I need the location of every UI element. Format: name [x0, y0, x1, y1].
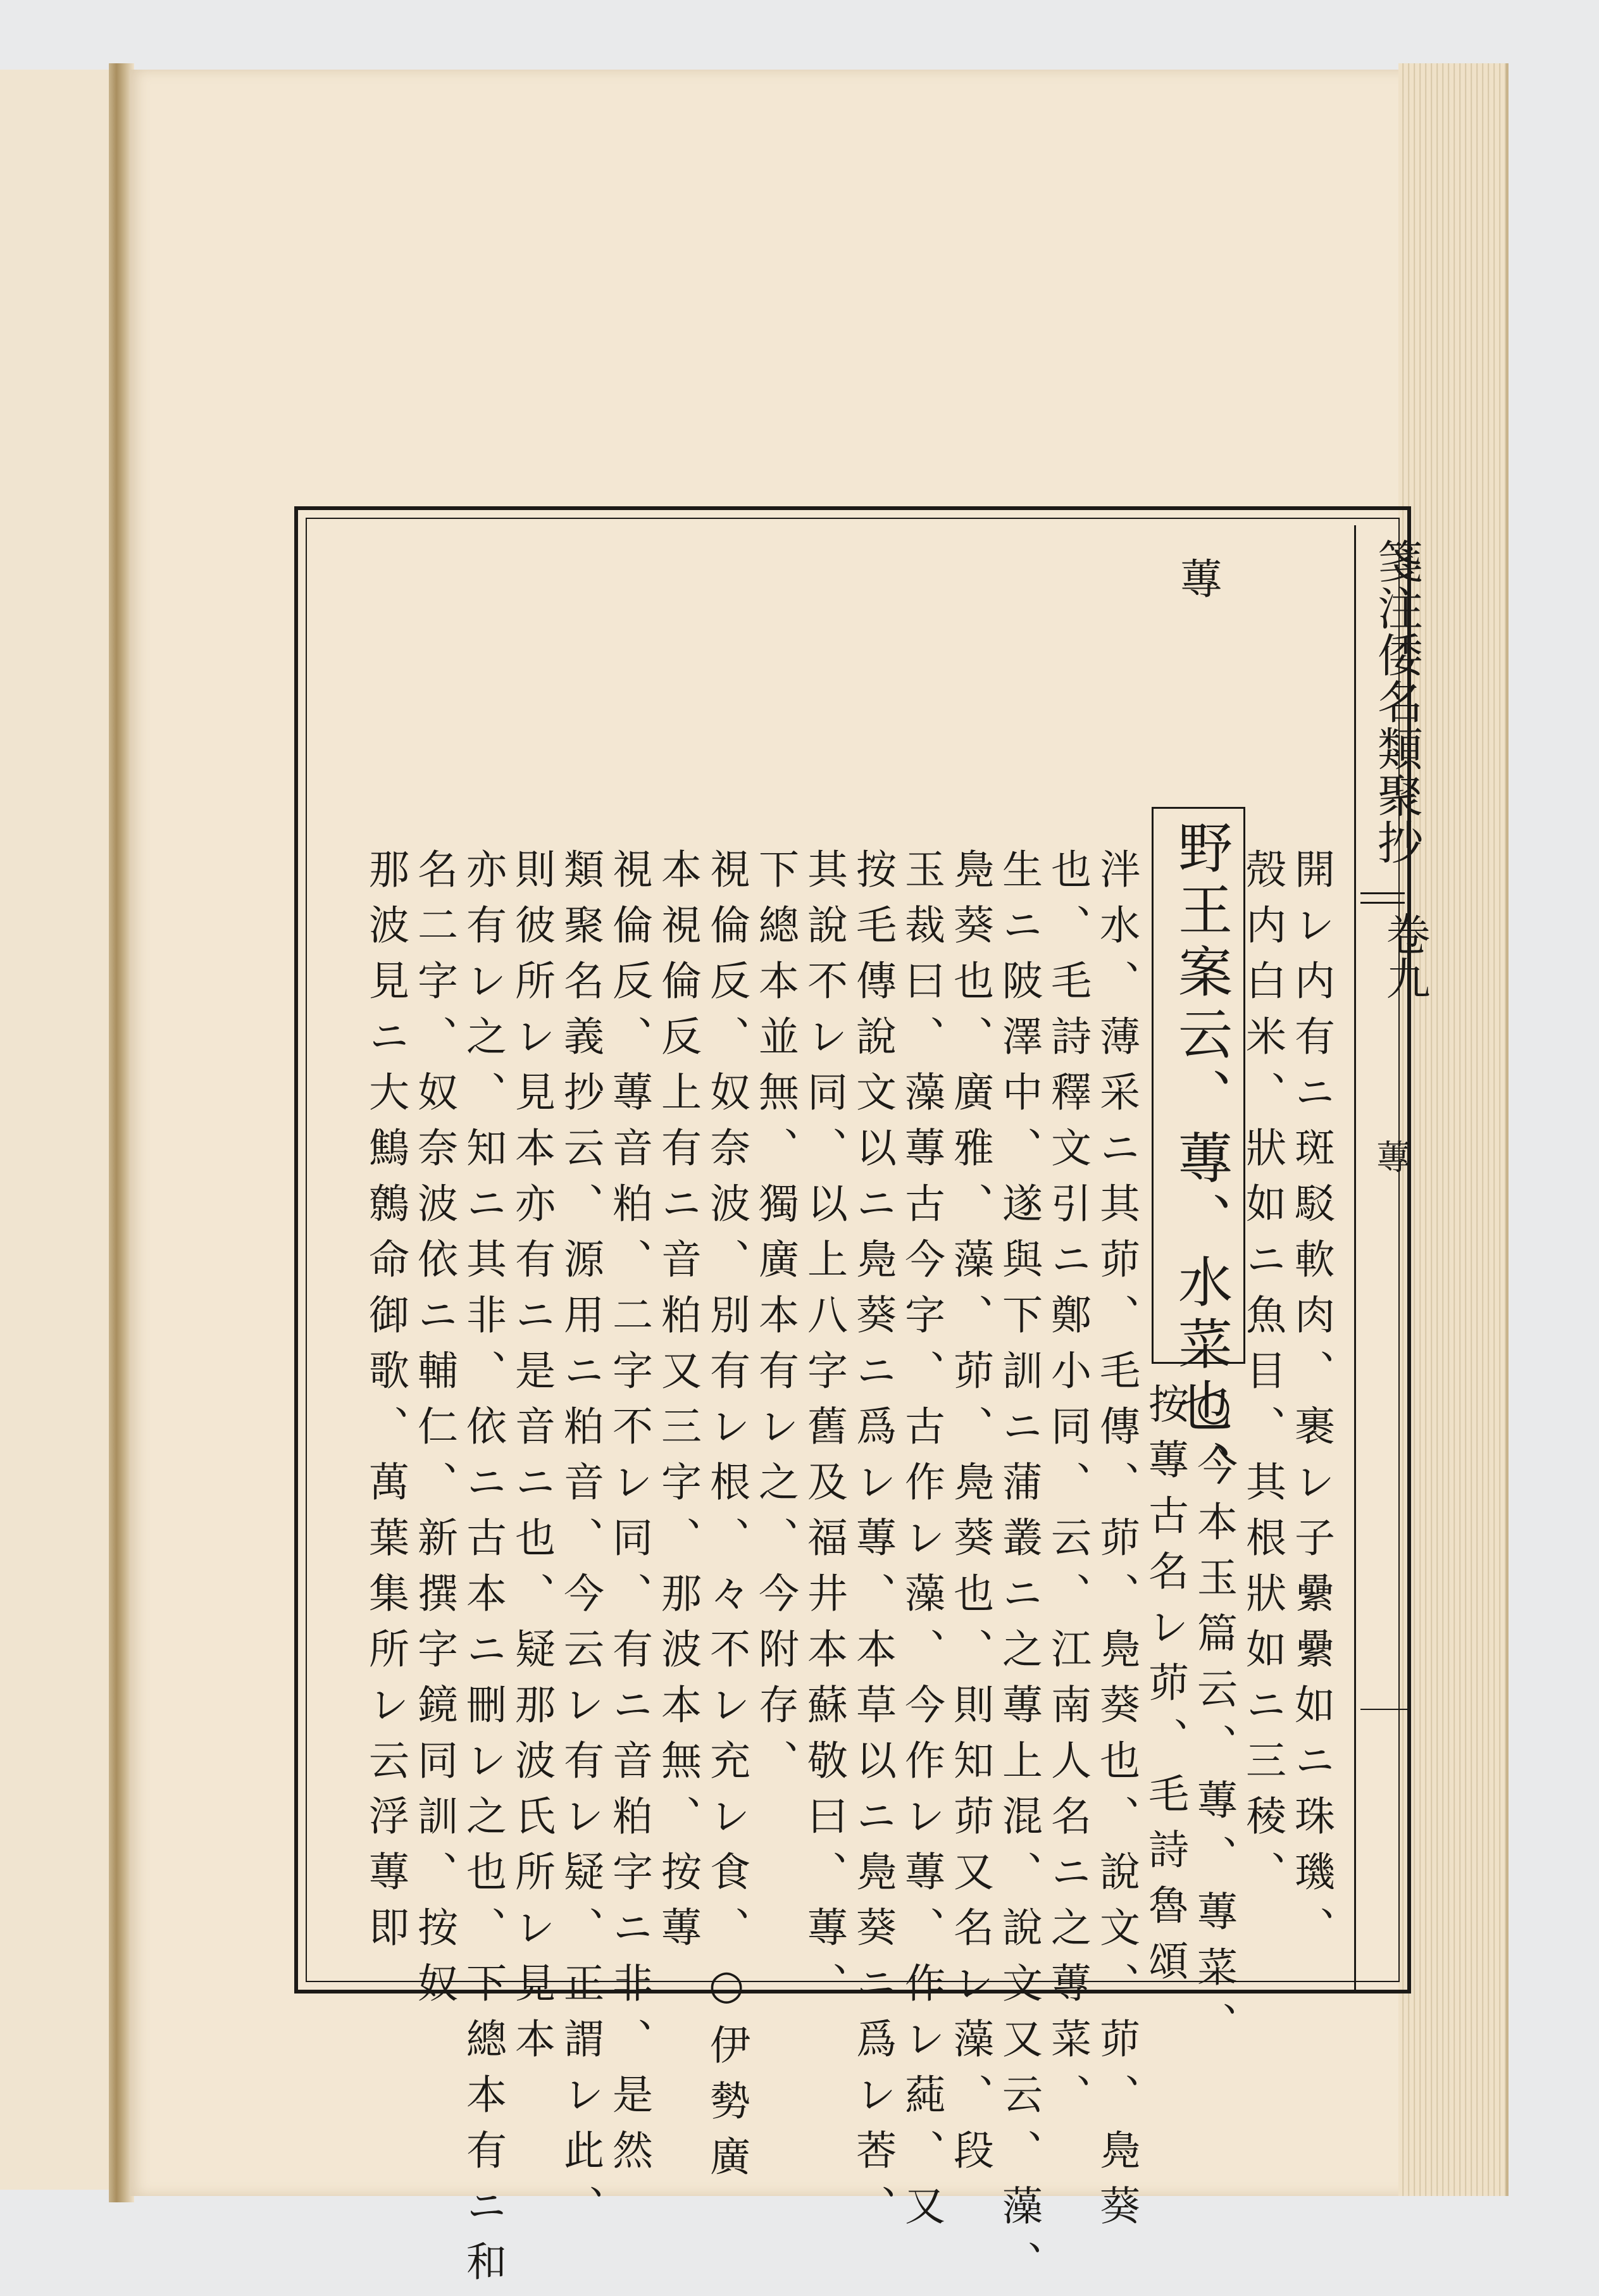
text-column-13: 視倫反、奴奈波、別有レ根、々不レ充レ食、○伊勢廣 [703, 848, 750, 2191]
margin-entry: 蓴 [1371, 1139, 1411, 1173]
volume-rule-1 [1360, 892, 1405, 894]
text-column-5: 泮水、薄采ニ其茆、毛傳、茆、鳧葵也、說文、茆、鳧葵 [1093, 848, 1140, 2240]
text-column-4: 按蓴古名レ茆、毛詩魯頌 [1142, 1383, 1188, 1995]
book-title: 箋注倭名類聚抄 [1370, 538, 1423, 866]
text-column-17: 則彼所レ見本亦有ニ是音ニ也、疑那波氏所レ見本 [508, 848, 555, 2073]
margin-rule-horizontal [1360, 1709, 1411, 1710]
volume-label: 卷九 [1379, 911, 1431, 1000]
text-column-19: 名二字、奴奈波依ニ輔仁、新撰字鏡同訓、按奴 [411, 848, 457, 2018]
entry-heading: 蓴 [1173, 557, 1222, 599]
text-column-18: 亦有レ之、知ニ其非、依ニ古本ニ刪レ之也、下總本有ニ和 [459, 848, 506, 2296]
margin-rule [1354, 525, 1356, 1993]
text-column-15: 視倫反、蓴音粕、二字不レ同、有ニ音粕字ニ非、是然 [606, 848, 652, 2185]
text-column-11: 其說不レ同、以上八字舊及福井本蘇敬曰、蓴、 [800, 848, 847, 2018]
text-column-12: 下總本並無、獨廣本有レ之、今附存、 [752, 848, 799, 1795]
text-column-20: 那波見ニ大鷦鷯命御歌、萬葉集所レ云浮蓴即 [362, 848, 409, 1962]
page-edges [1398, 63, 1509, 2196]
header-note: 野王案云、蓴、水菜也、 [1169, 820, 1232, 1502]
text-column-2: 殻内白米、狀如ニ魚目、其根狀如ニ三稜、 [1239, 848, 1286, 1906]
text-column-1: 開レ内有ニ斑駁軟肉、裹レ子纍纍如ニ珠璣、 [1288, 848, 1335, 1962]
left-page [0, 70, 116, 2190]
text-column-8: 鳧葵也、廣雅、藻、茆、鳧葵也、則知茆又名レ藻、段 [947, 848, 993, 2185]
text-column-3: ○今本玉篇云、蓴、蓴菜、 [1190, 1383, 1237, 2057]
text-column-7: 生ニ陂澤中、遂與下訓ニ蒲叢ニ之蓴上混、說文又云、藻、 [995, 848, 1042, 2296]
text-column-6: 也、毛詩釋文引ニ鄭小同、云、江南人名ニ之蓴菜、 [1044, 848, 1091, 2129]
text-column-9: 玉裁曰、藻蓴古今字、古作レ藻、今作レ蓴、作レ蒓、又 [898, 848, 945, 2240]
text-column-16: 類聚名義抄云、源用ニ粕音、今云レ有レ疑、正謂レ此、 [557, 848, 604, 2240]
volume-rule-2 [1360, 902, 1405, 904]
text-column-14: 本視倫反上有ニ音粕又三字、那波本無、按蓴 [654, 848, 701, 1962]
text-column-10: 按毛傳說文以ニ鳧葵ニ爲レ蓴、本草以ニ鳧葵ニ爲レ莕、 [849, 848, 896, 2240]
